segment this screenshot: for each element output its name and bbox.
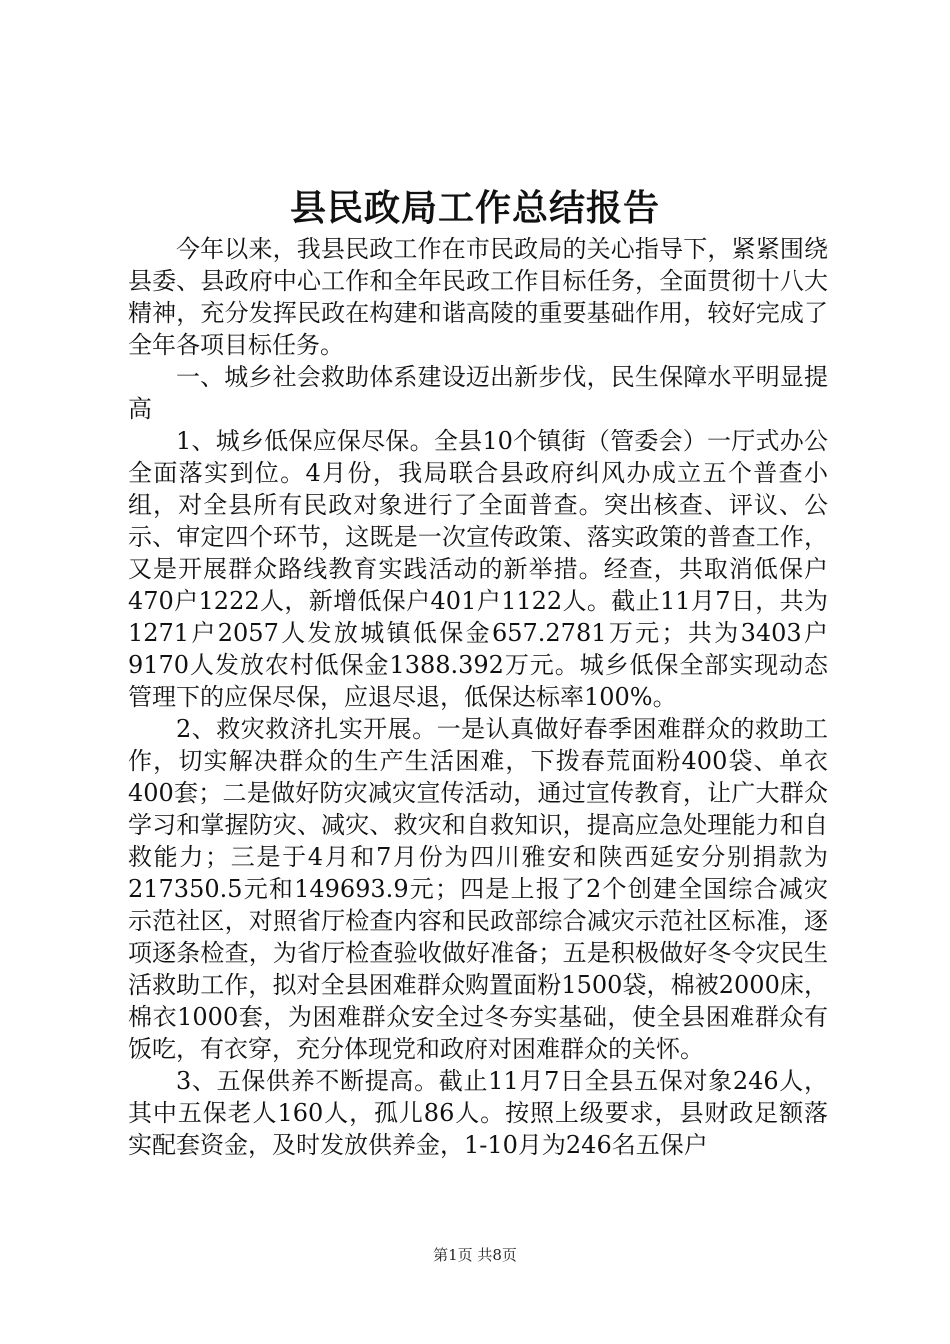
page-footer: 第1页 共8页 [433,1246,517,1264]
section-heading-1: 一、城乡社会救助体系建设迈出新步伐，民生保障水平明显提高 [128,363,828,423]
page-title: 县民政局工作总结报告 [289,187,660,229]
paragraph-intro: 今年以来，我县民政工作在市民政局的关心指导下，紧紧围绕县委、县政府中心工作和全年民政工作目标任务，全面贯彻十八大精神，充分发挥民政在构建和谐高陵的重要基础作用，较好完成了全年各项目标任务。 [128,235,828,359]
document-body [128,233,828,1161]
paragraph-wubao: 3、五保供养不断提高。截止11月7日全县五保对象246人，其中五保老人160人，孤儿86人。按照上级要求，县财政足额落实配套资金，及时发放供养金，1-10月为246名五保户 [128,1067,828,1159]
paragraph-dibao: 1、城乡低保应保尽保。全县10个镇街（管委会）一厅式办公全面落实到位。4月份，我局联合县政府纠风办成立五个普查小组，对全县所有民政对象进行了全面普查。突出核查、评议、公示、审定四个环节，这既是一次宣传政策、落实政策的普查工作，又是开展群众路线教育实践活动的新举措。经查，共取消低保户470户1222人，新增低保户401户1122人。截止11月7日，共为1271户2057人发放城镇低保金657.2781万元；共为3403户9170人发放农村低保金1388.392万元。城乡低保全部实现动态管理下的应保尽保，应退尽退，低保达标率100%。 [128,427,828,711]
paragraph-disaster-relief: 2、救灾救济扎实开展。一是认真做好春季困难群众的救助工作，切实解决群众的生产生活困难，下拨春荒面粉400袋、单衣400套；二是做好防灾减灾宣传活动，通过宣传教育，让广大群众学习和掌握防灾、减灾、救灾和自救知识，提高应急处理能力和自救能力；三是于4月和7月份为四川雅安和陕西延安分别捐款为217350.5元和149693.9元；四是上报了2个创建全国综合减灾示范社区，对照省厅检查内容和民政部综合减灾示范社区标准，逐项逐条检查，为省厅检查验收做好准备；五是积极做好冬令灾民生活救助工作，拟对全县困难群众购置面粉1500袋，棉被2000床，棉衣1000套，为困难群众安全过冬夯实基础，使全县困难群众有饭吃，有衣穿，充分体现党和政府对困难群众的关怀。 [128,715,828,1063]
